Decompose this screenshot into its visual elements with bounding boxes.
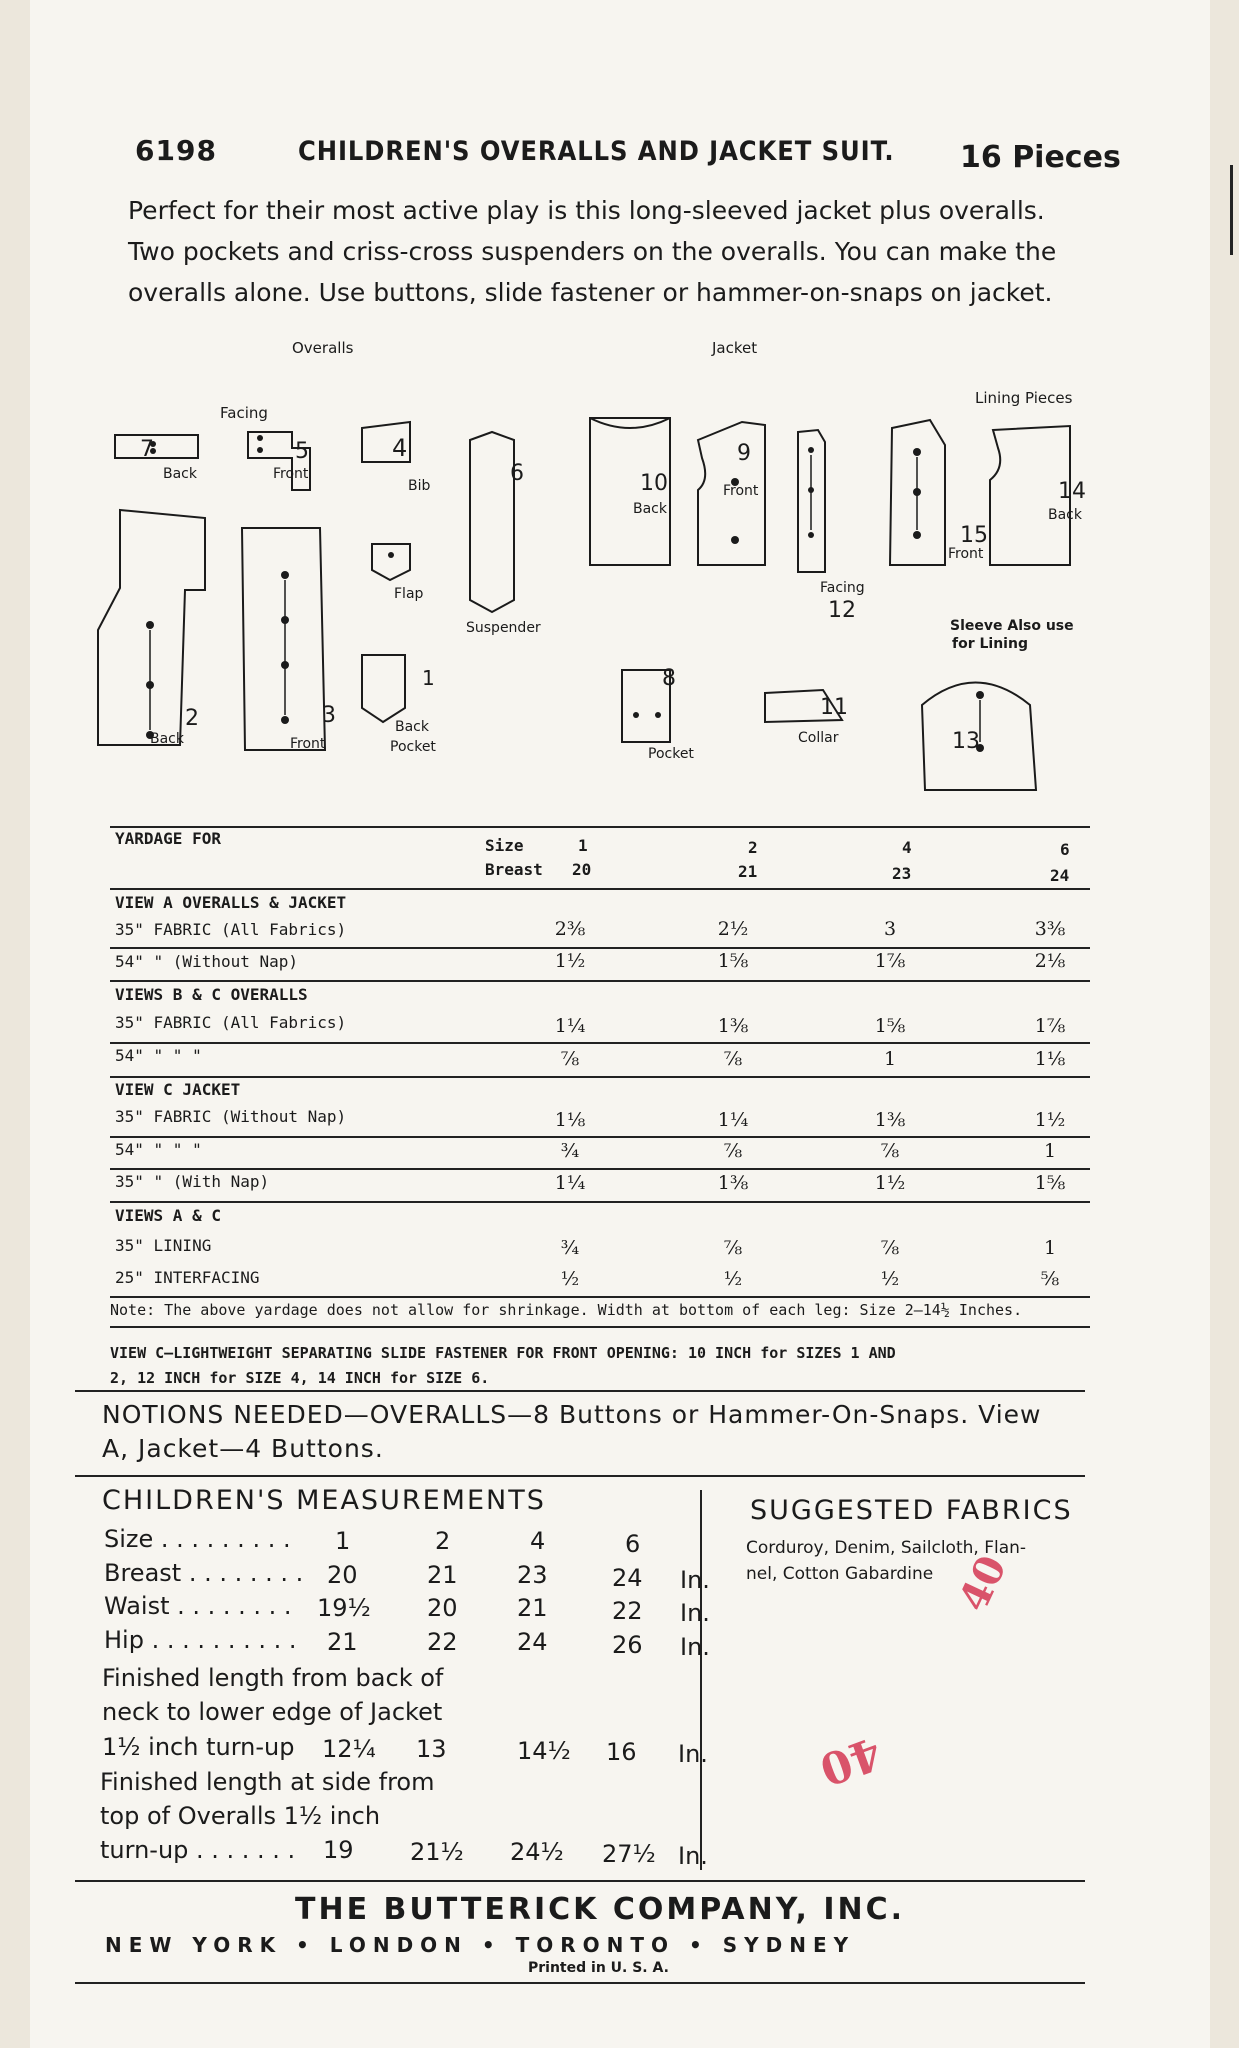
- meas-value: 24: [612, 1564, 643, 1592]
- meas-value: 24: [517, 1628, 548, 1656]
- overall-length-line-2: top of Overalls 1½ inch: [100, 1802, 381, 1830]
- row-value: 1⅝: [1034, 1172, 1066, 1194]
- rule: [110, 1168, 1090, 1170]
- piece-9-number: 9: [737, 441, 751, 466]
- rule: [110, 1296, 1090, 1298]
- pattern-pieces-diagram: [30, 330, 1210, 810]
- row-value: ½: [880, 1268, 900, 1290]
- row-value: 1½: [1034, 1109, 1066, 1131]
- rule: [110, 888, 1090, 890]
- row-value: ⅞: [723, 1140, 743, 1162]
- lining-pieces-label: Lining Pieces: [975, 389, 1073, 407]
- piece-11-number: 11: [820, 695, 848, 720]
- row-label: 25" INTERFACING: [115, 1268, 260, 1287]
- row-label: 54" " " ": [115, 1140, 202, 1159]
- piece-1-label-2: Pocket: [390, 739, 436, 755]
- overall-length-line-3: turn-up . . . . . . .: [100, 1836, 296, 1864]
- rule: [110, 1201, 1090, 1203]
- meas-label: Breast . . . . . . . .: [104, 1559, 304, 1587]
- breast-label: Breast: [485, 860, 543, 879]
- piece-8-number: 8: [662, 666, 676, 691]
- piece-15-number: 15: [960, 523, 988, 548]
- jacket-length-line-2: neck to lower edge of Jacket: [102, 1698, 443, 1726]
- intro-line: overalls alone. Use buttons, slide fastener or hammer-on-snaps on jacket.: [128, 278, 1053, 307]
- section-heading: VIEW C JACKET: [115, 1080, 241, 1099]
- piece-12-number: 12: [828, 598, 856, 623]
- column-divider: [700, 1490, 702, 1870]
- flap-label: Flap: [394, 586, 424, 602]
- row-value: ¾: [560, 1140, 580, 1162]
- row-value: ⅞: [723, 1237, 743, 1259]
- pattern-envelope-back: [30, 0, 1210, 2048]
- piece-5-label: Front: [273, 466, 309, 482]
- piece-2-label: Back: [150, 731, 184, 747]
- suggested-fabrics-text: [746, 1535, 1096, 1587]
- size-label: Size: [485, 836, 524, 855]
- suggested-fabrics-title: SUGGESTED FABRICS: [750, 1495, 1073, 1526]
- overall-length-value: 24½: [510, 1838, 564, 1866]
- jacket-length-value: 16: [606, 1738, 637, 1766]
- piece-6-label: Suspender: [466, 620, 541, 636]
- row-value: 2⅜: [554, 918, 586, 940]
- meas-value: 22: [612, 1597, 643, 1625]
- piece-6-outline: [470, 432, 514, 612]
- meas-value: 20: [427, 1594, 458, 1622]
- meas-value: 22: [427, 1628, 458, 1656]
- piece-11-label: Collar: [798, 730, 839, 746]
- rule: [110, 1042, 1090, 1044]
- piece-10-label: Back: [633, 501, 667, 517]
- price-stamp: 40: [813, 1726, 889, 1795]
- intro-line: Two pockets and criss-cross suspenders on the overalls. You can make the: [128, 237, 1057, 266]
- meas-value: 19½: [317, 1594, 371, 1622]
- meas-label: Hip . . . . . . . . . .: [104, 1626, 297, 1654]
- section-heading: VIEW A OVERALLS & JACKET: [115, 893, 347, 912]
- intro-text: [128, 190, 1128, 313]
- rule: [110, 1076, 1090, 1078]
- piece-5-number: 5: [295, 439, 309, 464]
- piece-13-label-2: for Lining: [952, 636, 1028, 652]
- rule: [110, 1326, 1090, 1328]
- piece-1-label-1: Back: [395, 719, 429, 735]
- row-value: ⅝: [1040, 1268, 1060, 1290]
- piece-8-label: Pocket: [648, 746, 694, 762]
- row-label: 35" FABRIC (All Fabrics): [115, 1013, 347, 1032]
- size-4: 4: [902, 838, 912, 857]
- row-value: 1⅞: [1034, 1015, 1066, 1037]
- row-value: 1¼: [717, 1109, 749, 1131]
- row-value: 1⅝: [874, 1015, 906, 1037]
- suggested-line-1: Corduroy, Denim, Sailcloth, Flan-: [746, 1538, 1027, 1558]
- piece-1-number: 1: [422, 666, 435, 690]
- jacket-length-value: 12¼: [322, 1735, 376, 1763]
- row-value: 1⅜: [717, 1172, 749, 1194]
- piece-14-label: Back: [1048, 507, 1082, 523]
- row-value: 1⅛: [1034, 1048, 1066, 1070]
- row-label: 35" " (With Nap): [115, 1172, 270, 1191]
- notions-line-2: A, Jacket—4 Buttons.: [102, 1434, 384, 1463]
- breast-4: 23: [892, 864, 912, 883]
- piece-13-label-1: Sleeve Also use: [950, 618, 1074, 634]
- piece-4-number: 4: [392, 434, 408, 462]
- overall-length-line-1: Finished length at side from: [100, 1768, 435, 1796]
- breast-6: 24: [1050, 866, 1070, 885]
- piece-6-number: 6: [510, 461, 524, 486]
- meas-label: Size . . . . . . . . .: [104, 1525, 291, 1553]
- piece-1-outline: [362, 655, 405, 722]
- overall-length-value: 19: [323, 1836, 354, 1864]
- jacket-length-line-3: 1½ inch turn-up: [102, 1733, 295, 1761]
- piece-4-label: Bib: [408, 478, 431, 494]
- jacket-label: Jacket: [712, 339, 758, 357]
- jacket-length-line-1: Finished length from back of: [102, 1664, 444, 1692]
- size-2: 2: [748, 838, 758, 857]
- meas-value: 1: [335, 1527, 351, 1555]
- flap-outline: [372, 544, 410, 580]
- piece-15-label: Front: [948, 546, 984, 562]
- section-heading: VIEWS A & C: [115, 1206, 221, 1225]
- row-value: ⅞: [560, 1048, 580, 1070]
- view-c-fastener-note-2: 2, 12 INCH for SIZE 4, 14 INCH for SIZE 6.: [110, 1369, 490, 1387]
- meas-unit: In.: [678, 1842, 708, 1870]
- row-value: ⅞: [880, 1237, 900, 1259]
- row-value: 1½: [554, 950, 586, 972]
- meas-value: 23: [517, 1561, 548, 1589]
- size-1: 1: [578, 836, 588, 855]
- row-value: ¾: [560, 1237, 580, 1259]
- piece-7-number: 7: [140, 437, 154, 462]
- pattern-number: 6198: [135, 134, 217, 167]
- company-name: THE BUTTERICK COMPANY, INC.: [295, 1892, 906, 1927]
- row-value: 1½: [874, 1172, 906, 1194]
- piece-3-number: 3: [322, 703, 336, 728]
- intro-line: Perfect for their most active play is this long-sleeved jacket plus overalls.: [128, 196, 1045, 225]
- row-value: 2½: [717, 918, 749, 940]
- row-value: ½: [723, 1268, 743, 1290]
- piece-14-number: 14: [1058, 479, 1086, 504]
- meas-unit: In.: [680, 1633, 710, 1661]
- overall-length-value: 27½: [602, 1840, 656, 1868]
- facing-label: Facing: [220, 404, 268, 422]
- row-value: 2⅛: [1034, 950, 1066, 972]
- rule: [110, 947, 1090, 949]
- printed-in: Printed in U. S. A.: [528, 1960, 669, 1976]
- meas-value: 21: [517, 1594, 548, 1622]
- notions-line-1: NOTIONS NEEDED—OVERALLS—8 Buttons or Hammer-On-Snaps. View: [102, 1400, 1042, 1429]
- row-value: 1: [883, 1048, 897, 1070]
- meas-value: 6: [625, 1530, 641, 1558]
- rule: [75, 1475, 1085, 1477]
- meas-value: 26: [612, 1631, 643, 1659]
- row-value: ⅞: [880, 1140, 900, 1162]
- piece-12-label: Facing: [820, 580, 865, 596]
- row-value: 1¼: [554, 1172, 586, 1194]
- piece-7-label: Back: [163, 466, 197, 482]
- breast-2: 21: [738, 862, 758, 881]
- row-value: 1⅛: [554, 1109, 586, 1131]
- row-label: 35" LINING: [115, 1236, 212, 1255]
- meas-value: 2: [435, 1527, 451, 1555]
- meas-unit: In.: [680, 1566, 710, 1594]
- rule: [110, 826, 1090, 828]
- price-stamp: 40: [949, 1548, 1016, 1619]
- company-cities: NEW YORK • LONDON • TORONTO • SYDNEY: [105, 1933, 856, 1957]
- jacket-length-value: 13: [416, 1735, 447, 1763]
- rule: [75, 1982, 1085, 1984]
- piece-13-number: 13: [952, 729, 980, 754]
- overalls-label: Overalls: [292, 339, 354, 357]
- rule: [110, 1136, 1090, 1138]
- row-value: 3⅜: [1034, 918, 1066, 940]
- row-value: 1: [1043, 1140, 1057, 1162]
- meas-value: 21: [327, 1628, 358, 1656]
- meas-value: 20: [327, 1561, 358, 1589]
- breast-1: 20: [572, 860, 592, 879]
- yardage-title: YARDAGE FOR: [115, 829, 221, 848]
- row-value: 1⅝: [717, 950, 749, 972]
- meas-unit: In.: [678, 1740, 708, 1768]
- measurements-title: CHILDREN'S MEASUREMENTS: [102, 1485, 546, 1516]
- rule: [75, 1880, 1085, 1882]
- piece-3-label: Front: [290, 736, 326, 752]
- row-value: 1⅜: [874, 1109, 906, 1131]
- row-label: 54" " (Without Nap): [115, 952, 299, 971]
- piece-2-number: 2: [185, 706, 199, 731]
- pattern-title: CHILDREN'S OVERALLS AND JACKET SUIT.: [298, 136, 895, 167]
- piece-10-number: 10: [640, 471, 668, 496]
- suggested-line-2: nel, Cotton Gabardine: [746, 1564, 934, 1584]
- meas-value: 4: [530, 1527, 546, 1555]
- meas-value: 21: [427, 1561, 458, 1589]
- row-value: 1⅞: [874, 950, 906, 972]
- overall-length-value: 21½: [410, 1838, 464, 1866]
- section-heading: VIEWS B & C OVERALLS: [115, 985, 308, 1004]
- rule: [110, 980, 1090, 982]
- meas-unit: In.: [680, 1599, 710, 1627]
- edge-mark: [1230, 165, 1233, 255]
- piece-9-label: Front: [723, 483, 759, 499]
- row-value: 1¼: [554, 1015, 586, 1037]
- piece-7-outline: [115, 435, 198, 458]
- size-6: 6: [1060, 840, 1070, 859]
- rule: [75, 1390, 1085, 1392]
- row-label: 54" " " ": [115, 1046, 202, 1065]
- view-c-fastener-note-1: VIEW C—LIGHTWEIGHT SEPARATING SLIDE FASTENER FOR FRONT OPENING: 10 INCH for SIZES 1 AND: [110, 1344, 896, 1362]
- row-value: ⅞: [723, 1048, 743, 1070]
- shrinkage-note: Note: The above yardage does not allow for shrinkage. Width at bottom of each leg: Size 2—14½ Inches.: [110, 1301, 1023, 1319]
- row-value: 1⅜: [717, 1015, 749, 1037]
- jacket-length-value: 14½: [517, 1737, 571, 1765]
- meas-label: Waist . . . . . . . .: [104, 1592, 292, 1620]
- row-label: 35" FABRIC (All Fabrics): [115, 920, 347, 939]
- pieces-count: 16 Pieces: [960, 140, 1121, 175]
- row-label: 35" FABRIC (Without Nap): [115, 1107, 347, 1126]
- row-value: 3: [883, 918, 897, 940]
- row-value: 1: [1043, 1237, 1057, 1259]
- notions-needed: [102, 1398, 1102, 1466]
- row-value: ½: [560, 1268, 580, 1290]
